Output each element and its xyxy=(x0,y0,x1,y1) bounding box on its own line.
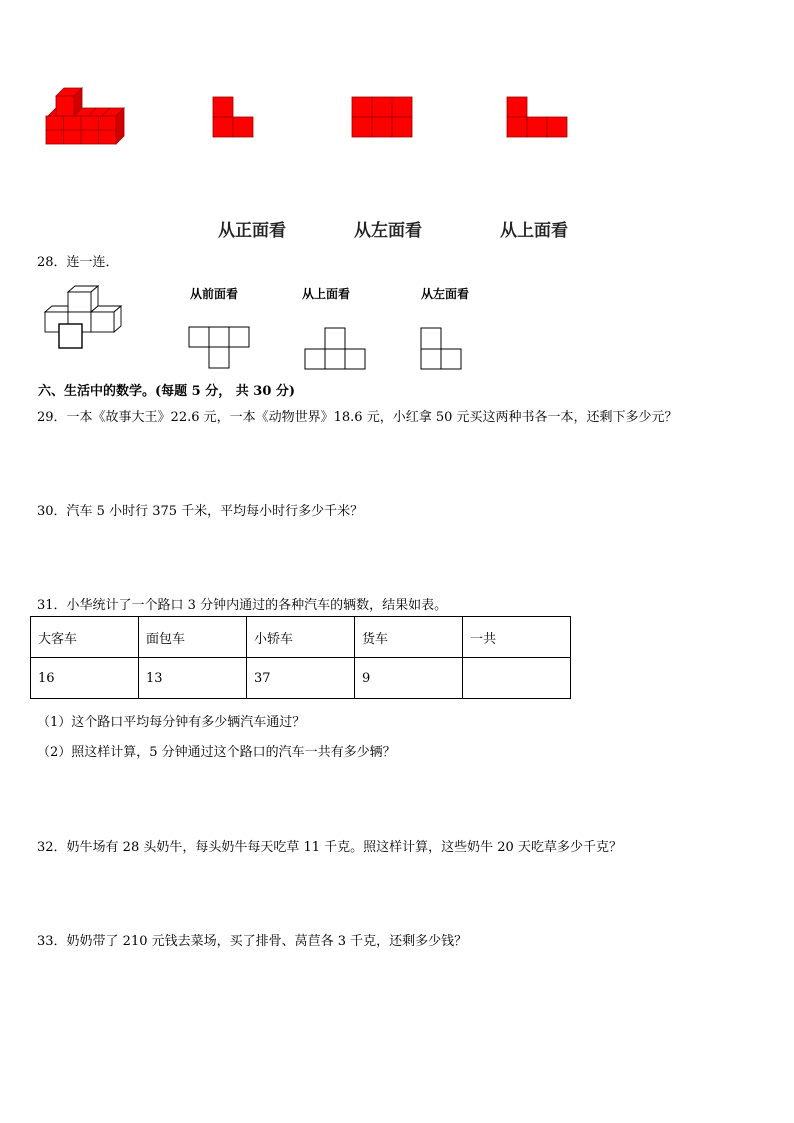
q28-label-front: 从前面看 xyxy=(190,287,239,301)
q28-text: 28．连一连． xyxy=(37,255,119,270)
table-cell: 面包车 xyxy=(139,617,247,658)
table-cell-total[interactable] xyxy=(463,658,571,699)
q27-view-figure-3 xyxy=(506,96,568,138)
table-cell: 一共 xyxy=(463,617,571,658)
q28-view-figure-1 xyxy=(188,326,250,370)
table-cell: 小轿车 xyxy=(247,617,355,658)
q28-label-left: 从左面看 xyxy=(421,287,470,301)
q30-text: 30．汽车 5 小时行 375 千米，平均每小时行多少千米？ xyxy=(37,504,364,519)
q27-label-top: 从上面看 xyxy=(500,221,568,241)
q29-text: 29．一本《故事大王》22.6 元，一本《动物世界》18.6 元，小红拿 50 元买这两种书各一本，还剩下多少元？ xyxy=(37,410,678,425)
q31-table xyxy=(30,616,571,699)
table-header-row xyxy=(31,617,571,658)
table-cell: 9 xyxy=(355,658,463,699)
q27-solid-figure xyxy=(44,84,128,146)
q27-label-front: 从正面看 xyxy=(218,221,286,241)
table-cell: 货车 xyxy=(355,617,463,658)
q27-view-figure-2 xyxy=(351,96,413,138)
q28-view-figure-2 xyxy=(304,327,366,371)
q31-sub-question-1: （1）这个路口平均每分钟有多少辆汽车通过？ xyxy=(37,715,306,730)
table-cell: 大客车 xyxy=(31,617,139,658)
q33-text: 33．奶奶带了 210 元钱去菜场，买了排骨、莴苣各 3 千克，还剩多少钱？ xyxy=(37,934,468,949)
q27-label-left: 从左面看 xyxy=(354,221,422,241)
table-cell: 37 xyxy=(247,658,355,699)
table-cell: 13 xyxy=(139,658,247,699)
q28-view-figure-3 xyxy=(420,327,464,371)
table-row xyxy=(31,658,571,699)
q27-view-figure-1 xyxy=(212,96,256,138)
table-cell: 16 xyxy=(31,658,139,699)
q32-text: 32．奶牛场有 28 头奶牛，每头奶牛每天吃草 11 千克。照这样计算，这些奶牛 20 天吃草多少千克？ xyxy=(37,840,622,855)
q28-solid-figure xyxy=(42,284,124,352)
section-6-title: 六、生活中的数学。(每题 5 分， 共 30 分) xyxy=(38,384,296,399)
q31-sub-question-2: （2）照这样计算，5 分钟通过这个路口的汽车一共有多少辆？ xyxy=(37,745,396,760)
q28-label-top: 从上面看 xyxy=(302,287,351,301)
q31-text: 31．小华统计了一个路口 3 分钟内通过的各种汽车的辆数，结果如表。 xyxy=(37,598,448,613)
